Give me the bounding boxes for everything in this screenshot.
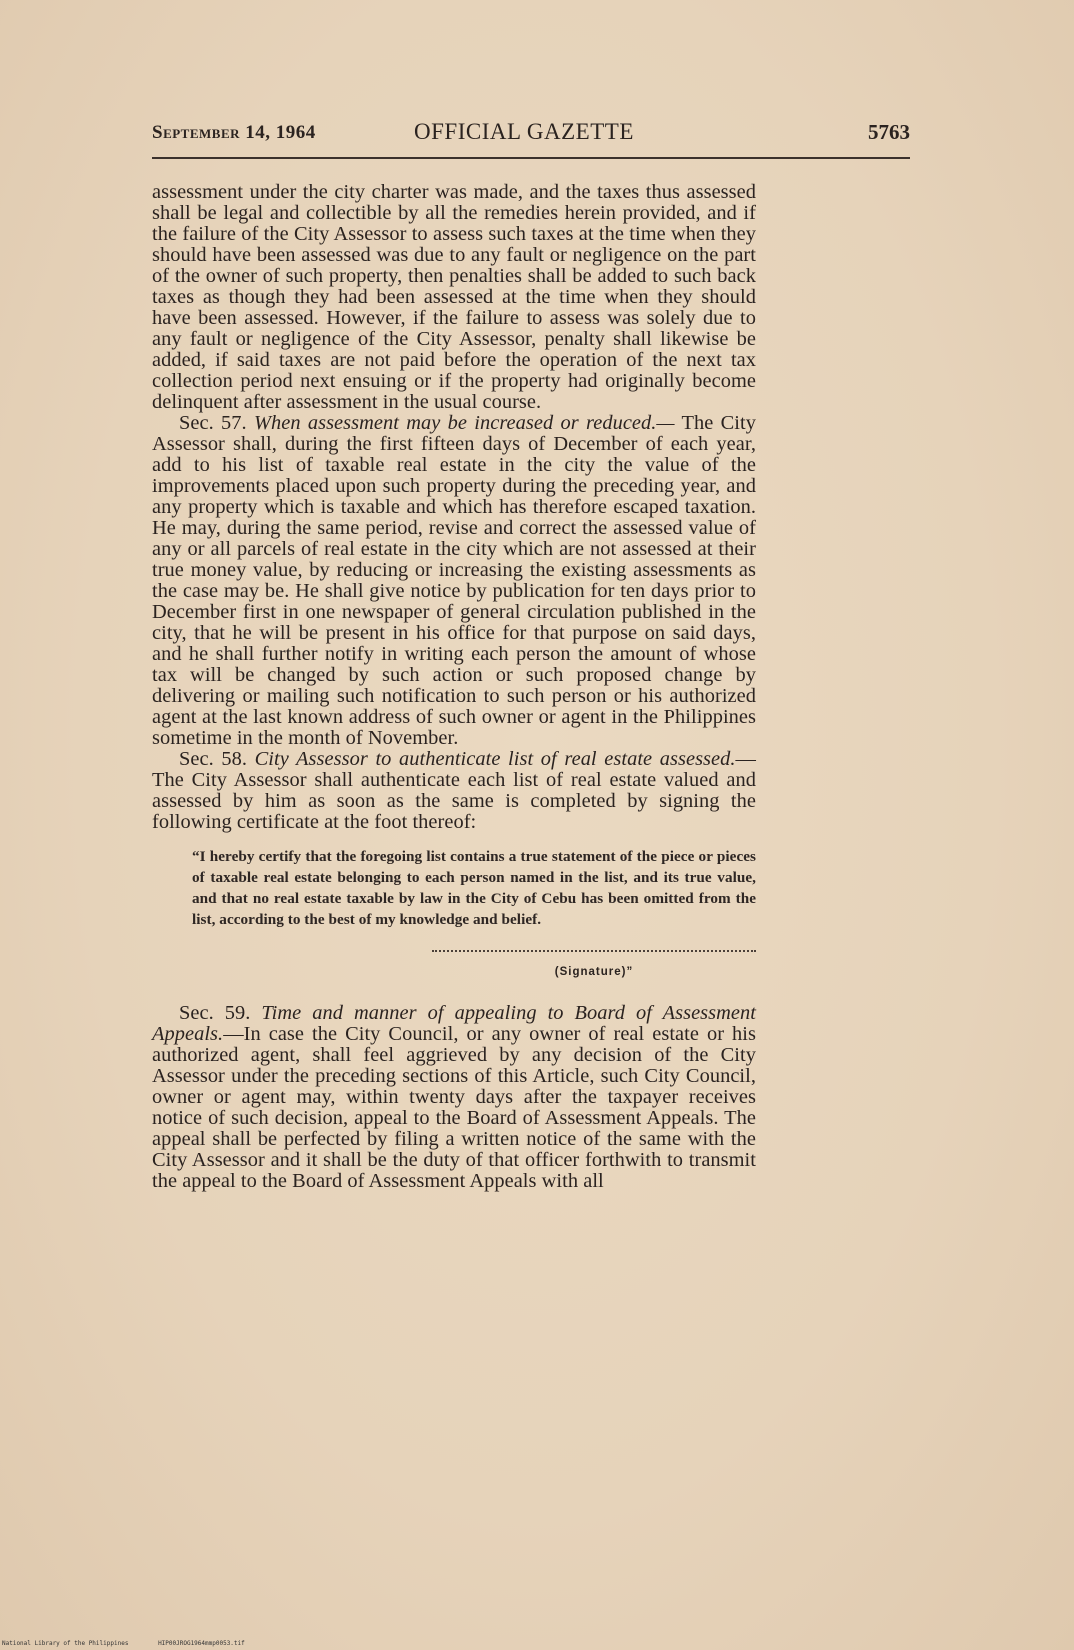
paragraph-continuation: assessment under the city charter was made, and the taxes thus assessed shall be legal and collectible by all the remedies herein provided, and if the failure of the City Assessor to assess such taxes at the time when they should have been assessed was due to any fault or negligence on the part of the owner of such property, then penalties shall be added to such back taxes as though they had been assessed at the time when they should have been assessed. However, if the failure to assess was solely due to any fault or negligence of the City Assessor, penalty shall likewise be added, if said taxes are not paid before the operation of the next tax collection period next ensuing or if the property had originally become delinquent after assessment in the usual course. [152,181,756,413]
section-58 [152,749,756,833]
section-58-title: City Assessor to authenticate list of real estate assessed. [254,748,736,770]
section-58-text: —The City Assessor shall authenticate each list of real estate valued and assessed by him as soon as the same is completed by signing the following certificate at the foot thereof: [152,748,756,833]
page-header [152,118,910,152]
section-57-title: When assessment may be increased or reduced.— [253,412,675,434]
header-date: September 14, 1964 [152,122,316,143]
footer-library: National Library of the Philippines [2,1640,129,1647]
signature-label: (Signature)” [554,966,634,978]
certificate-text: “I hereby certify that the foregoing list contains a true statement of the piece or pieces of taxable real estate belonging to each person named in the list, and its true value, and that no real estate taxable by law in the City of Cebu has been omitted from the list, according to the best of my knowledge and belief. [192,848,756,928]
section-58-label: Sec. 58. [179,748,247,770]
section-57-label: Sec. 57. [179,412,247,434]
scan-footer [2,1640,271,1647]
section-59-label: Sec. 59. [179,1002,251,1024]
section-57-text: The City Assessor shall, during the first fifteen days of December of each year, add to his list of taxable real estate in the city the value of the improvements placed upon such property during the preceding year, and any property which is taxable and which has therefore escaped taxation. He may, during the same period, revise and correct the assessed value of any or all parcels of real estate in the city which are not assessed at their true money value, by reducing or increasing the existing assessments as the case may be. He shall give notice by publication for ten days prior to December first in one newspaper of general circulation published in the city, that he will be present in his office for that purpose on said days, and he shall further notify in writing each person the amount of whose tax will be changed by such action or such proposed change by delivering or mailing such notification to such person or his authorized agent at the last known address of such owner or agent in the Philippines sometime in the month of November. [152,412,756,749]
header-rule [152,157,910,159]
signature-line [432,950,756,952]
footer-file: HIP00JROG1964mmp0053.tif [158,1640,245,1647]
page-number: 5763 [868,120,910,144]
header-title: OFFICIAL GAZETTE [414,119,634,144]
certificate-quote [152,846,756,930]
document-body [152,182,756,1192]
section-59-title: Time and manner of appealing to Board of Assessment Appeals. [152,1002,756,1045]
signature-block [432,950,756,983]
section-57 [152,413,756,749]
section-59-text: —In case the City Council, or any owner of real estate or his authorized agent, shall feel aggrieved by any decision of the City Assessor under the preceding sections of this Article, such City Council, owner or agent may, within twenty days after the taxpayer receives notice of such decision, appeal to the Board of Assessment Appeals. The appeal shall be perfected by filing a written notice of the same with the City Assessor and it shall be the duty of that officer forthwith to transmit the appeal to the Board of Assessment Appeals with all [152,1023,756,1192]
section-59 [152,1003,756,1192]
